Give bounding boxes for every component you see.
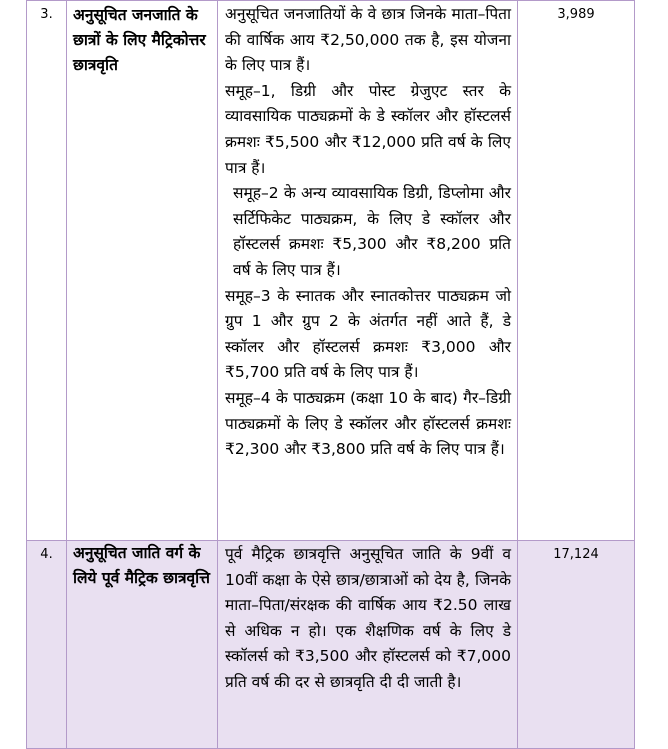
scheme-name-cell: अनुसूचित जाति वर्ग के लिये पूर्व मैट्रिक छात्रवृत्ति bbox=[67, 541, 218, 749]
serial-cell: 4. bbox=[27, 541, 67, 749]
description-paragraph: अनुसूचित जनजातियों के वे छात्र जिनके माता–पिता की वार्षिक आय ₹2,50,000 तक है, इस योजना के लिए पात्र हैं। bbox=[225, 5, 511, 75]
description-paragraph: समूह–1, डिग्री और पोस्ट ग्रेजुएट स्तर के व्यावसायिक पाठ्यक्रमों के डे स्कॉलर और हॉस्टलर्स क्रमशः ₹5,500 और ₹12,000 प्रति वर्ष के लिए पात्र हैं। bbox=[225, 81, 511, 177]
description-paragraph: समूह–4 के पाठ्यक्रम (कक्षा 10 के बाद) गैर–डिग्री पाठ्यक्रमों के लिए डे स्कॉलर और हॉस्टलर्स क्रमशः ₹2,300 और ₹3,800 प्रति वर्ष के लिए पात्र हैं। bbox=[225, 388, 511, 459]
description-paragraph: समूह–2 के अन्य व्यावसायिक डिग्री, डिप्लोमा और सर्टिफिकेट पाठ्यक्रम, के लिए डे स्कॉलर और हॉस्टलर्स क्रमशः ₹5,300 और ₹8,200 प्रति वर्ष के लिए पात्र हैं। bbox=[233, 184, 511, 279]
scholarship-table bbox=[26, 0, 635, 749]
description-paragraph: समूह–3 के स्नातक और स्नातकोत्तर पाठ्यक्रम जो ग्रुप 1 और ग्रुप 2 के अंतर्गत नहीं आते हैं, डे स्कॉलर और हॉस्टलर्स क्रमशः ₹3,000 और ₹5,700 प्रति वर्ष के लिए पात्र हैं। bbox=[225, 286, 511, 382]
amount-cell: 17,124 bbox=[518, 541, 635, 749]
serial-cell: 3. bbox=[27, 1, 67, 541]
table-row bbox=[27, 541, 635, 749]
description-paragraph: पूर्व मैट्रिक छात्रवृत्ति अनुसूचित जाति के 9वीं व 10वीं कक्षा के ऐसे छात्र/छात्राओं को देय है, जिनके माता–पिता/संरक्षक की वार्षिक आय ₹2.50 लाख से अधिक न हो। एक शैक्षणिक वर्ष के लिए डे स्कॉलर्स को ₹3,500 और हॉस्टलर्स को ₹7,000 प्रति वर्ष की दर से छात्रवृति दी दी जाती है। bbox=[225, 545, 511, 691]
table-row bbox=[27, 1, 635, 541]
description-cell bbox=[218, 1, 518, 541]
amount-cell: 3,989 bbox=[518, 1, 635, 541]
description-cell bbox=[218, 541, 518, 749]
scheme-name-cell: अनुसूचित जनजाति के छात्रों के लिए मैट्रिकोत्तर छात्रवृति bbox=[67, 1, 218, 541]
